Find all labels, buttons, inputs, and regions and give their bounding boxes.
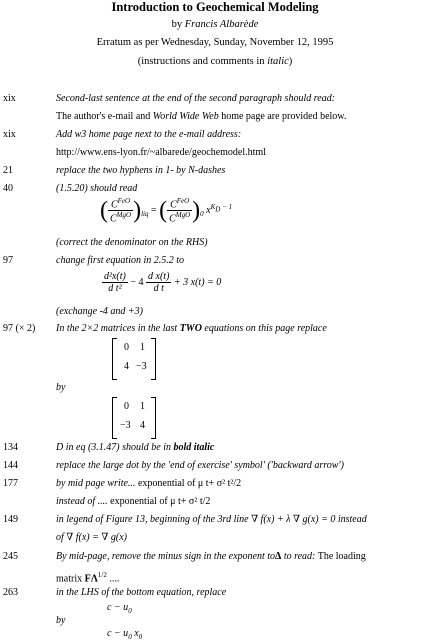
instruction-text: D in eq (3.1.47) should be in xyxy=(56,442,171,453)
erratum-instruction: replace the large dot by the 'end of exercise' symbol' ('backward arrow') xyxy=(56,460,344,471)
instruction-text: exponential of μ t+ σ² t²/2 xyxy=(135,478,242,489)
erratum-instruction: of ∇ f(x) = ∇ g(x) xyxy=(56,532,127,543)
page-number: 97 xyxy=(3,255,13,266)
erratum-instruction: change first equation in 2.5.2 to xyxy=(56,255,185,266)
instruction-text: to read: xyxy=(281,551,316,562)
by-prefix: by xyxy=(171,19,183,30)
erratum-instruction xyxy=(56,478,241,490)
matrix-cell: 1 xyxy=(140,401,145,412)
document-title: Introduction to Geochemical Modeling xyxy=(111,0,319,14)
instruction-text: by mid page write... xyxy=(56,478,136,489)
correction-text: home page are provided below. xyxy=(221,111,347,122)
erratum-instruction: (1.5.20) should read xyxy=(56,183,138,194)
matrix-cell: 0 xyxy=(124,401,129,412)
matrix-cell: 1 xyxy=(140,342,145,353)
erratum-comment: (exchange -4 and +3) xyxy=(56,306,143,317)
expression-original: $c - u_0$ xyxy=(107,602,132,615)
instruction-text: instead of .... xyxy=(56,496,108,507)
matrix-original xyxy=(112,338,156,378)
instruction-text: equations on this page replace xyxy=(204,323,327,334)
page-number: 21 xyxy=(3,165,13,176)
page-number: 263 xyxy=(3,587,18,598)
author-line xyxy=(0,19,430,30)
instruction-text: exponential of μ t+ σ² t/2 xyxy=(107,496,211,507)
instructions-italic: italic xyxy=(267,56,289,67)
matrix-symbol: FΛ xyxy=(84,573,98,585)
erratum-comment: (correct the denominator on the RHS) xyxy=(56,237,208,248)
equation-2-5-2: $\frac{\text{d²x(t)}}{\text{d t²}}$ − 4 $\frac{\text{d x(t)}}{\text{d t}}$ + 3 x(t) = 0 xyxy=(104,271,222,294)
page-number: 144 xyxy=(3,460,18,471)
equation-1-5-20: ( $\frac{C^{FeO}}{C^{MgO}}$ )$_{liq}$ = ( $\frac{C^{FeO}}{C^{MgO}}$ )$_0$ $x^{K_D - 1}$ xyxy=(100,197,233,225)
erratum-instruction xyxy=(56,569,119,585)
page-number: 134 xyxy=(3,442,18,453)
matrix-cell: 4 xyxy=(124,361,129,372)
page-number: 149 xyxy=(3,514,18,525)
matrix-cell: 4 xyxy=(140,420,145,431)
expression-corrected: $c - u_0$ $x_0$ xyxy=(107,628,143,641)
matrix-exponent: 1/2 xyxy=(97,571,107,579)
matrix-cell: −3 xyxy=(120,420,131,431)
page-number: xix xyxy=(3,129,16,140)
erratum-correction xyxy=(56,111,346,123)
erratum-instruction xyxy=(56,442,214,454)
page-number: 245 xyxy=(3,551,18,562)
page-number: 97 (× 2) xyxy=(3,323,36,334)
matrix-cell: −3 xyxy=(136,361,147,372)
erratum-instruction: By mid-page, remove the minus sign in the exponent toΔ to read: The loading xyxy=(56,551,366,562)
erratum-by: by xyxy=(56,615,66,626)
instructions-line xyxy=(0,56,430,67)
erratum-by: by xyxy=(56,382,66,393)
correction-italic: World Wide Web xyxy=(152,111,219,122)
instruction-bold: TWO xyxy=(179,323,202,334)
author-name: Francis Albarède xyxy=(184,19,259,30)
erratum-instruction: in the LHS of the bottom equation, replace xyxy=(56,587,227,598)
instruction-text: The loading xyxy=(315,551,366,562)
matrix-cell: 0 xyxy=(124,342,129,353)
matrix-corrected xyxy=(112,397,156,437)
erratum-instruction xyxy=(56,323,327,335)
instructions-suffix: ) xyxy=(288,56,293,67)
erratum-instruction: replace the two hyphens in 1- by N-dashes xyxy=(56,165,226,176)
instruction-text: By mid-page, remove the minus sign in the exponent to xyxy=(56,551,276,562)
instructions-prefix: (instructions and comments in xyxy=(137,56,265,67)
page-number: xix xyxy=(3,93,16,104)
erratum-instruction: in legend of Figure 13, beginning of the 3rd line ∇ f(x) + λ ∇ g(x) = 0 instead xyxy=(56,514,367,525)
page-number: 40 xyxy=(3,183,13,194)
erratum-instruction: Second-last sentence at the end of the second paragraph should read: xyxy=(56,93,336,104)
instruction-text: matrix xyxy=(56,573,83,585)
instruction-text: In the 2×2 matrices in the last xyxy=(56,323,178,334)
homepage-url: http://www.ens-lyon.fr/~albarede/geochemodel.html xyxy=(56,147,266,158)
instruction-bold-italic: bold italic xyxy=(173,442,215,453)
page-number: 177 xyxy=(3,478,18,489)
instruction-text: .... xyxy=(106,573,120,585)
correction-text: The author's e-mail and xyxy=(56,111,151,122)
erratum-date-line: Erratum as per Wednesday, Sunday, November 12, 1995 xyxy=(96,37,334,48)
erratum-instruction xyxy=(56,496,210,508)
erratum-instruction: Add w3 home page next to the e-mail address: xyxy=(56,129,242,140)
